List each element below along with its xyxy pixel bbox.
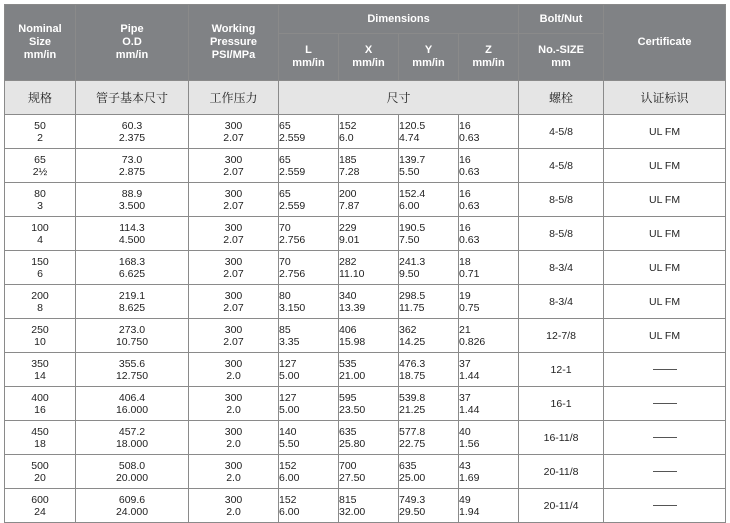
certificate-cell: UL FM xyxy=(604,149,726,183)
dim-y-cell: 190.5 7.50 xyxy=(399,217,459,251)
bolt-cell: 8-3/4 xyxy=(519,251,604,285)
pipe-od-cell: 88.9 3.500 xyxy=(76,183,189,217)
size-cell: 100 4 xyxy=(5,217,76,251)
bolt-cell: 4-5/8 xyxy=(519,149,604,183)
dim-z-cell: 49 1.94 xyxy=(459,489,519,523)
table-row xyxy=(5,149,726,183)
bolt-cell: 12-7/8 xyxy=(519,319,604,353)
dim-l-cell: 65 2.559 xyxy=(279,183,339,217)
pressure-cell: 300 2.0 xyxy=(189,421,279,455)
certificate-cell xyxy=(604,353,726,387)
cn-header-pressure: 工作压力 xyxy=(189,81,279,115)
dim-x-cell: 229 9.01 xyxy=(339,217,399,251)
cn-header-bolt: 螺栓 xyxy=(519,81,604,115)
table-row xyxy=(5,285,726,319)
certificate-cell: UL FM xyxy=(604,183,726,217)
header-dim-z: Z mm/in xyxy=(459,34,519,81)
dim-z-cell: 40 1.56 xyxy=(459,421,519,455)
bolt-cell: 4-5/8 xyxy=(519,115,604,149)
table-row xyxy=(5,455,726,489)
dim-y-cell: 577.8 22.75 xyxy=(399,421,459,455)
header-dimensions: Dimensions xyxy=(279,5,519,34)
size-cell: 600 24 xyxy=(5,489,76,523)
size-cell: 400 16 xyxy=(5,387,76,421)
pipe-od-cell: 114.3 4.500 xyxy=(76,217,189,251)
dim-l-cell: 152 6.00 xyxy=(279,455,339,489)
cn-header-size: 规格 xyxy=(5,81,76,115)
pressure-cell: 300 2.07 xyxy=(189,183,279,217)
dim-z-cell: 16 0.63 xyxy=(459,115,519,149)
pipe-od-cell: 508.0 20.000 xyxy=(76,455,189,489)
certificate-cell: UL FM xyxy=(604,319,726,353)
bolt-cell: 12-1 xyxy=(519,353,604,387)
dim-l-cell: 70 2.756 xyxy=(279,217,339,251)
certificate-cell xyxy=(604,421,726,455)
table-row xyxy=(5,183,726,217)
certificate-cell: UL FM xyxy=(604,285,726,319)
pipe-od-cell: 219.1 8.625 xyxy=(76,285,189,319)
header-dim-x: X mm/in xyxy=(339,34,399,81)
cn-header-dimensions: 尺寸 xyxy=(279,81,519,115)
dim-x-cell: 152 6.0 xyxy=(339,115,399,149)
dim-l-cell: 127 5.00 xyxy=(279,387,339,421)
header-dim-l: L mm/in xyxy=(279,34,339,81)
pressure-cell: 300 2.0 xyxy=(189,353,279,387)
table-row xyxy=(5,421,726,455)
certificate-cell xyxy=(604,387,726,421)
pressure-cell: 300 2.0 xyxy=(189,387,279,421)
header-certificate: Certificate xyxy=(604,5,726,81)
dim-y-cell: 139.7 5.50 xyxy=(399,149,459,183)
dim-x-cell: 535 21.00 xyxy=(339,353,399,387)
dim-y-cell: 362 14.25 xyxy=(399,319,459,353)
pressure-cell: 300 2.07 xyxy=(189,319,279,353)
size-cell: 150 6 xyxy=(5,251,76,285)
table-row xyxy=(5,489,726,523)
dim-x-cell: 185 7.28 xyxy=(339,149,399,183)
size-cell: 350 14 xyxy=(5,353,76,387)
table-row xyxy=(5,251,726,285)
cn-header-certificate: 认证标识 xyxy=(604,81,726,115)
pressure-cell: 300 2.0 xyxy=(189,489,279,523)
table-row xyxy=(5,217,726,251)
bolt-cell: 20-11/8 xyxy=(519,455,604,489)
table-row xyxy=(5,387,726,421)
pressure-cell: 300 2.07 xyxy=(189,251,279,285)
dim-x-cell: 700 27.50 xyxy=(339,455,399,489)
size-cell: 450 18 xyxy=(5,421,76,455)
pipe-od-cell: 60.3 2.375 xyxy=(76,115,189,149)
dim-z-cell: 21 0.826 xyxy=(459,319,519,353)
header-bolt-nut: Bolt/Nut xyxy=(519,5,604,34)
spec-table xyxy=(4,4,726,523)
dim-x-cell: 595 23.50 xyxy=(339,387,399,421)
bolt-cell: 20-11/4 xyxy=(519,489,604,523)
header-dim-y: Y mm/in xyxy=(399,34,459,81)
dim-z-cell: 18 0.71 xyxy=(459,251,519,285)
dim-y-cell: 152.4 6.00 xyxy=(399,183,459,217)
dim-y-cell: 298.5 11.75 xyxy=(399,285,459,319)
dim-l-cell: 127 5.00 xyxy=(279,353,339,387)
pipe-od-cell: 273.0 10.750 xyxy=(76,319,189,353)
dim-l-cell: 65 2.559 xyxy=(279,115,339,149)
dim-z-cell: 16 0.63 xyxy=(459,149,519,183)
pressure-cell: 300 2.07 xyxy=(189,217,279,251)
dim-z-cell: 43 1.69 xyxy=(459,455,519,489)
size-cell: 250 10 xyxy=(5,319,76,353)
certificate-cell xyxy=(604,489,726,523)
certificate-cell xyxy=(604,455,726,489)
pressure-cell: 300 2.07 xyxy=(189,149,279,183)
bolt-cell: 8-3/4 xyxy=(519,285,604,319)
dim-y-cell: 635 25.00 xyxy=(399,455,459,489)
dim-y-cell: 749.3 29.50 xyxy=(399,489,459,523)
dim-y-cell: 539.8 21.25 xyxy=(399,387,459,421)
table-row xyxy=(5,115,726,149)
bolt-cell: 16-1 xyxy=(519,387,604,421)
pipe-od-cell: 406.4 16.000 xyxy=(76,387,189,421)
dim-x-cell: 200 7.87 xyxy=(339,183,399,217)
certificate-cell: UL FM xyxy=(604,115,726,149)
header-pipe-od: Pipe O.D mm/in xyxy=(76,5,189,81)
dim-z-cell: 19 0.75 xyxy=(459,285,519,319)
dim-x-cell: 406 15.98 xyxy=(339,319,399,353)
pipe-od-cell: 609.6 24.000 xyxy=(76,489,189,523)
dim-x-cell: 340 13.39 xyxy=(339,285,399,319)
bolt-cell: 16-11/8 xyxy=(519,421,604,455)
pipe-od-cell: 168.3 6.625 xyxy=(76,251,189,285)
header-working-pressure: Working Pressure PSI/MPa xyxy=(189,5,279,81)
pressure-cell: 300 2.07 xyxy=(189,115,279,149)
header-no-size: No.-SIZE mm xyxy=(519,34,604,81)
dim-l-cell: 70 2.756 xyxy=(279,251,339,285)
dim-x-cell: 815 32.00 xyxy=(339,489,399,523)
size-cell: 65 2½ xyxy=(5,149,76,183)
dim-z-cell: 37 1.44 xyxy=(459,387,519,421)
dim-z-cell: 37 1.44 xyxy=(459,353,519,387)
dim-l-cell: 65 2.559 xyxy=(279,149,339,183)
dim-z-cell: 16 0.63 xyxy=(459,183,519,217)
pressure-cell: 300 2.0 xyxy=(189,455,279,489)
dim-y-cell: 476.3 18.75 xyxy=(399,353,459,387)
bolt-cell: 8-5/8 xyxy=(519,217,604,251)
cn-header-pipe-od: 管子基本尺寸 xyxy=(76,81,189,115)
certificate-cell: UL FM xyxy=(604,217,726,251)
table-row xyxy=(5,319,726,353)
dim-x-cell: 635 25.80 xyxy=(339,421,399,455)
size-cell: 50 2 xyxy=(5,115,76,149)
size-cell: 80 3 xyxy=(5,183,76,217)
dim-x-cell: 282 11.10 xyxy=(339,251,399,285)
dim-z-cell: 16 0.63 xyxy=(459,217,519,251)
dim-l-cell: 85 3.35 xyxy=(279,319,339,353)
size-cell: 200 8 xyxy=(5,285,76,319)
spec-table-body xyxy=(5,115,726,523)
dim-y-cell: 241.3 9.50 xyxy=(399,251,459,285)
dim-l-cell: 140 5.50 xyxy=(279,421,339,455)
pressure-cell: 300 2.07 xyxy=(189,285,279,319)
bolt-cell: 8-5/8 xyxy=(519,183,604,217)
pipe-od-cell: 355.6 12.750 xyxy=(76,353,189,387)
dim-l-cell: 80 3.150 xyxy=(279,285,339,319)
dim-l-cell: 152 6.00 xyxy=(279,489,339,523)
size-cell: 500 20 xyxy=(5,455,76,489)
pipe-od-cell: 457.2 18.000 xyxy=(76,421,189,455)
pipe-od-cell: 73.0 2.875 xyxy=(76,149,189,183)
table-row xyxy=(5,353,726,387)
header-nominal-size: Nominal Size mm/in xyxy=(5,5,76,81)
dim-y-cell: 120.5 4.74 xyxy=(399,115,459,149)
certificate-cell: UL FM xyxy=(604,251,726,285)
